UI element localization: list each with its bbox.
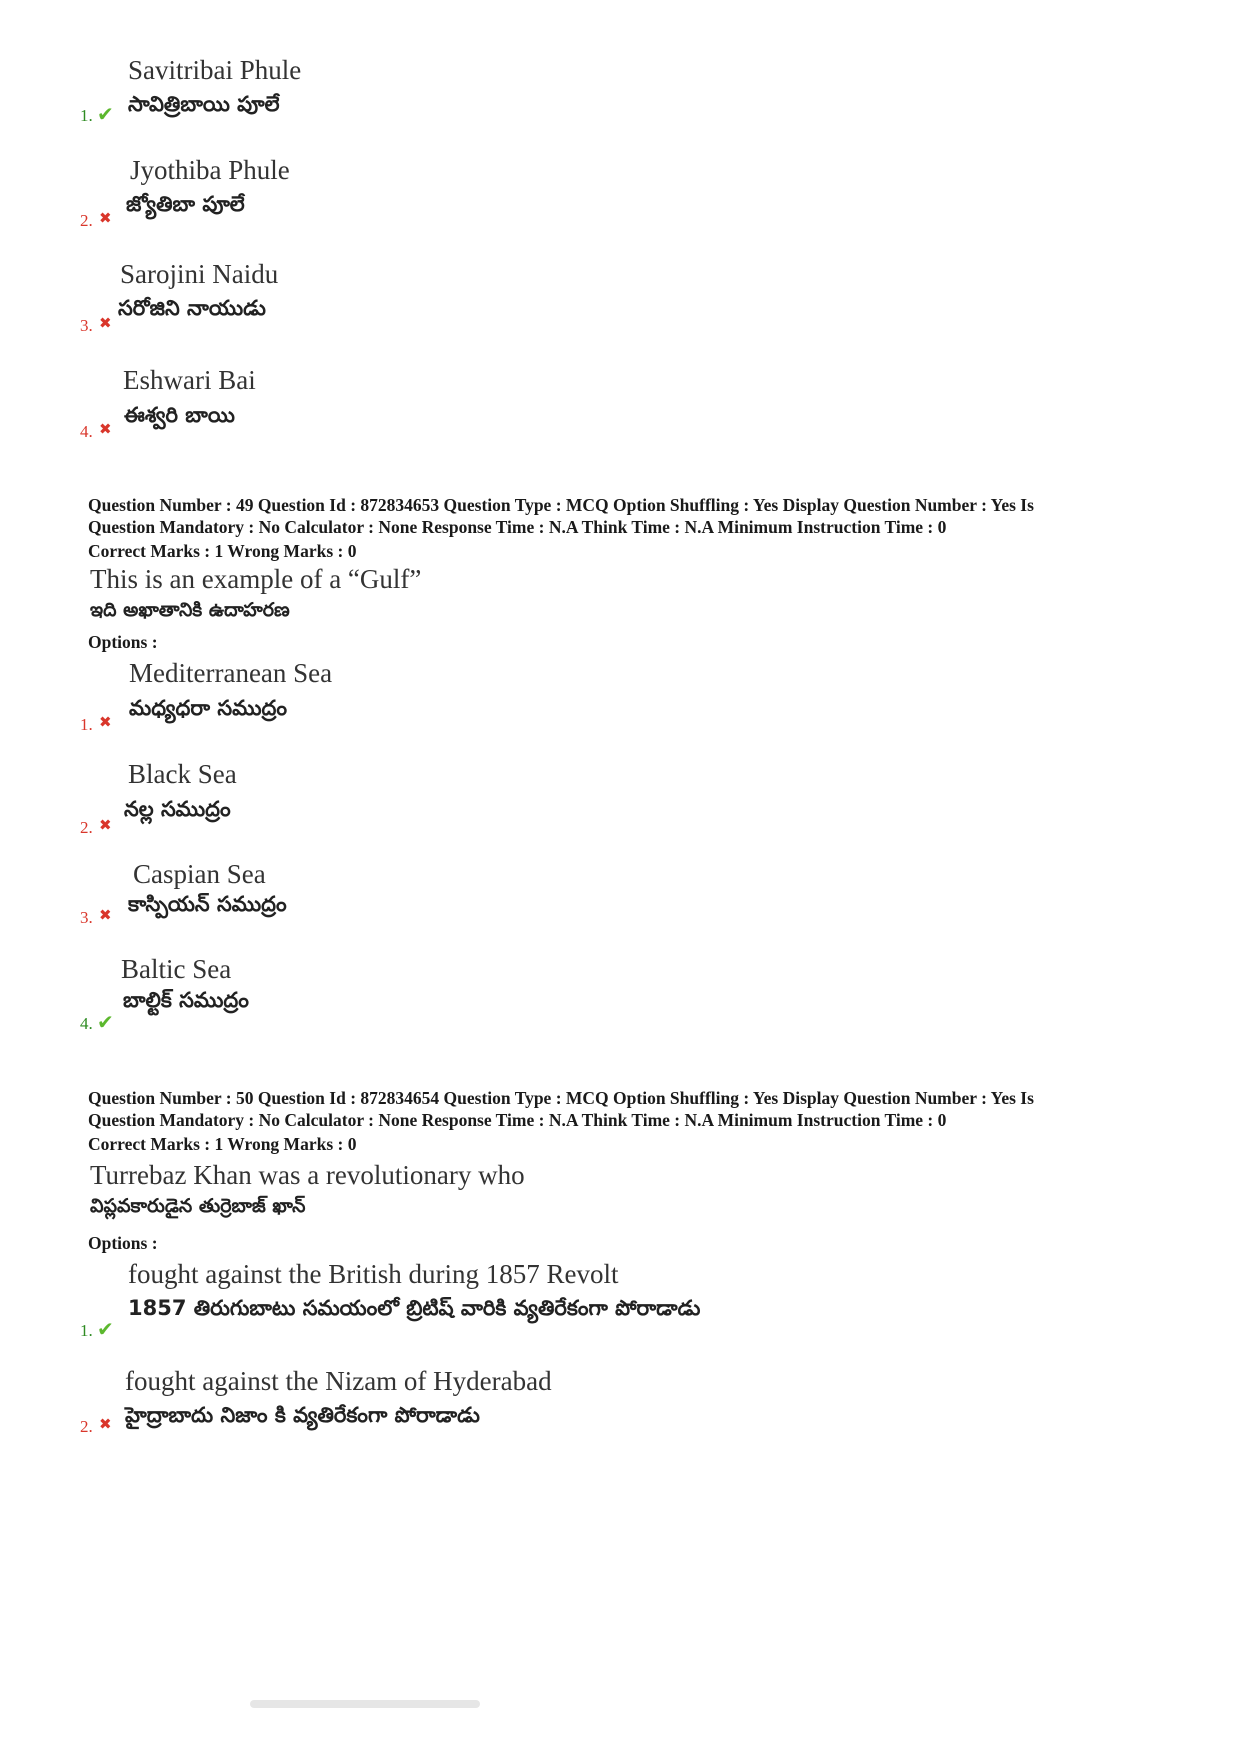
cross-icon: ✖ bbox=[99, 715, 112, 731]
option-number: 2. bbox=[80, 818, 93, 837]
question-text-te: విప్లవకారుడైన తుర్రెబాజ్ ఖాన్ bbox=[90, 1195, 306, 1217]
check-icon: ✔ bbox=[97, 1319, 114, 1341]
meta-line-2: Question Mandatory : No Calculator : None Response Time : N.A Think Time : N.A Minimum Instruction Time : 0 bbox=[88, 1110, 947, 1130]
option-text-en: Black Sea bbox=[128, 759, 237, 789]
option-number: 2. bbox=[80, 1417, 93, 1436]
faded-footer-text bbox=[250, 1700, 480, 1708]
question-text-en: This is an example of a “Gulf” bbox=[90, 564, 422, 594]
cross-icon: ✖ bbox=[99, 908, 112, 924]
option-text-te: నల్ల సముద్రం bbox=[124, 797, 231, 821]
cross-icon: ✖ bbox=[99, 818, 112, 834]
option-text-en: Caspian Sea bbox=[133, 859, 266, 889]
options-label: Options : bbox=[88, 632, 158, 652]
option-text-te: సరోజిని నాయుడు bbox=[118, 296, 266, 320]
options-label: Options : bbox=[88, 1233, 158, 1253]
check-icon: ✔ bbox=[97, 1012, 114, 1034]
question-text-en: Turrebaz Khan was a revolutionary who bbox=[90, 1160, 525, 1190]
question-meta bbox=[88, 494, 1158, 562]
option-text-en: fought against the Nizam of Hyderabad bbox=[125, 1366, 552, 1396]
check-icon: ✔ bbox=[97, 104, 114, 126]
option-number: 1. bbox=[80, 715, 93, 734]
option-text-en: Mediterranean Sea bbox=[129, 658, 333, 688]
meta-line-2: Question Mandatory : No Calculator : None Response Time : N.A Think Time : N.A Minimum Instruction Time : 0 bbox=[88, 517, 947, 537]
option-text-te: ఈశ్వరి బాయి bbox=[124, 403, 235, 427]
option-number: 3. bbox=[80, 316, 93, 335]
option-text-en: fought against the British during 1857 Revolt bbox=[128, 1259, 619, 1289]
option-number: 1. bbox=[80, 106, 93, 125]
meta-line-1: Question Number : 50 Question Id : 872834654 Question Type : MCQ Option Shuffling : Yes Display Question Number : Yes Is bbox=[88, 1088, 1034, 1108]
cross-icon: ✖ bbox=[99, 316, 112, 332]
option-text-te: కాస్పియన్ సముద్రం bbox=[128, 892, 287, 916]
cross-icon: ✖ bbox=[99, 1417, 112, 1433]
cross-icon: ✖ bbox=[99, 422, 112, 438]
meta-line-1: Question Number : 49 Question Id : 872834653 Question Type : MCQ Option Shuffling : Yes Display Question Number : Yes Is bbox=[88, 495, 1034, 515]
option-text-en: Jyothiba Phule bbox=[130, 155, 290, 185]
option-text-en: Sarojini Naidu bbox=[120, 259, 279, 289]
option-number: 4. bbox=[80, 422, 93, 441]
option-number: 1. bbox=[80, 1321, 93, 1340]
option-text-te: జ్యోతిబా పూలే bbox=[126, 192, 245, 216]
option-text-te: హైద్రాబాదు నిజాం కి వ్యతిరేకంగా పోరాడాడు bbox=[125, 1403, 480, 1427]
marks-line: Correct Marks : 1 Wrong Marks : 0 bbox=[88, 1134, 357, 1154]
option-text-te: సావిత్రిబాయి పూలే bbox=[128, 92, 280, 116]
question-text-te: ఇది అఖాతానికి ఉదాహరణ bbox=[90, 599, 290, 621]
marks-line: Correct Marks : 1 Wrong Marks : 0 bbox=[88, 541, 357, 561]
option-text-te: 1857 తిరుగుబాటు సమయంలో బ్రిటిష్ వారికి వ్యతిరేకంగా పోరాడాడు bbox=[128, 1296, 701, 1320]
option-number: 2. bbox=[80, 211, 93, 230]
option-number: 3. bbox=[80, 908, 93, 927]
option-text-en: Eshwari Bai bbox=[123, 365, 256, 395]
option-text-te: బాల్టిక్ సముద్రం bbox=[123, 988, 249, 1012]
question-meta bbox=[88, 1087, 1158, 1155]
option-number: 4. bbox=[80, 1014, 93, 1033]
option-text-en: Baltic Sea bbox=[121, 954, 232, 984]
option-text-te: మధ్యధరా సముద్రం bbox=[129, 696, 288, 720]
cross-icon: ✖ bbox=[99, 211, 112, 227]
option-text-en: Savitribai Phule bbox=[128, 55, 302, 85]
